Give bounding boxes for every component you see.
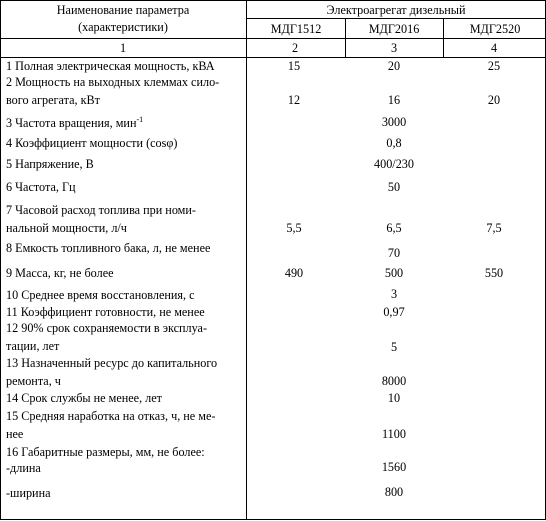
row-8-value: 70	[387, 246, 401, 260]
row-12-label-line-1: 12 90% срок сохраняемости в эксплуа-	[6, 321, 207, 335]
row-7-label-line-2: нальной мощности, л/ч	[6, 221, 127, 235]
row-5-label: 5 Напряжение, В	[6, 157, 94, 171]
row-1-value-3: 25	[487, 59, 501, 73]
row-3-label	[6, 116, 143, 129]
row-3-label-superscript: -1	[136, 115, 144, 124]
col-number-1: 1	[119, 41, 127, 55]
param-header-line-1: Наименование параметра	[56, 3, 190, 17]
row-10-label: 10 Среднее время восстановления, с	[6, 288, 195, 302]
row-1-value-2: 20	[387, 59, 401, 73]
model-header-1: МДГ1512	[270, 22, 322, 36]
row-11-label: 11 Коэффициент готовности, не менее	[6, 305, 205, 319]
model-header-3: МДГ2520	[469, 22, 521, 36]
row-14-value: 10	[387, 391, 401, 405]
border-bottom	[0, 519, 546, 520]
row-7-value-1: 5,5	[286, 221, 302, 235]
row-2-label-line-2: вого агрегата, кВт	[6, 93, 100, 107]
border-top	[0, 0, 546, 1]
row-15-label-line-2: нее	[6, 427, 24, 441]
row-2-label-line-1: 2 Мощность на выходных клеммах сило-	[6, 75, 220, 89]
row-16-width-value: 800	[384, 485, 404, 499]
row-2-value-1: 12	[287, 93, 301, 107]
row-3-value: 3000	[381, 115, 407, 129]
row-1-value-1: 15	[287, 59, 301, 73]
row-5-value: 400/230	[374, 157, 414, 171]
row-7-value-3: 7,5	[486, 221, 502, 235]
row-14-label: 14 Срок службы не менее, лет	[6, 391, 162, 405]
row-16-width-label: -ширина	[6, 486, 51, 500]
row-6-value: 50	[387, 180, 401, 194]
row-4-label: 4 Коэффициент мощности (cosφ)	[6, 136, 178, 150]
row-16-length-label: -длина	[6, 461, 41, 475]
group-header: Электроагрегат дизельный	[326, 3, 466, 17]
col-number-3: 3	[390, 41, 398, 55]
row-7-value-2: 6,5	[386, 221, 402, 235]
row-9-value-2: 500	[384, 266, 404, 280]
divider-col-numbers	[0, 57, 546, 58]
row-4-value: 0,8	[386, 136, 402, 150]
col-number-4: 4	[490, 41, 498, 55]
row-2-value-3: 20	[487, 93, 501, 107]
divider-header	[0, 38, 546, 39]
row-13-value: 8000	[381, 374, 407, 388]
row-13-label-line-2: ремонта, ч	[6, 374, 61, 388]
row-12-label-line-2: тации, лет	[6, 339, 60, 353]
row-6-label: 6 Частота, Гц	[6, 180, 76, 194]
row-9-label: 9 Масса, кг, не более	[6, 266, 114, 280]
row-12-value: 5	[390, 340, 398, 354]
row-7-label-line-1: 7 Часовой расход топлива при номи-	[6, 203, 196, 217]
divider-param-col	[246, 0, 247, 520]
row-2-value-2: 16	[387, 93, 401, 107]
row-16-label: 16 Габаритные размеры, мм, не более:	[6, 445, 205, 459]
row-15-label-line-1: 15 Средняя наработка на отказ, ч, не ме-	[6, 409, 216, 423]
row-13-label-line-1: 13 Назначенный ресурс до капитального	[6, 356, 218, 370]
row-3-label-text: 3 Частота вращения, мин	[6, 116, 137, 130]
row-9-value-3: 550	[484, 266, 504, 280]
row-10-value: 3	[390, 287, 398, 301]
row-11-value: 0,97	[383, 305, 405, 319]
divider-header-group	[246, 18, 546, 19]
row-16-length-value: 1560	[381, 460, 407, 474]
row-9-value-1: 490	[284, 266, 304, 280]
row-1-label: 1 Полная электрическая мощность, кВА	[6, 59, 215, 73]
row-15-value: 1100	[382, 427, 406, 441]
param-header-line-2: (характеристики)	[78, 20, 168, 34]
col-number-2: 2	[291, 41, 299, 55]
row-8-label: 8 Емкость топливного бака, л, не менее	[6, 241, 211, 255]
model-header-2: МДГ2016	[368, 22, 420, 36]
border-left	[0, 0, 1, 520]
